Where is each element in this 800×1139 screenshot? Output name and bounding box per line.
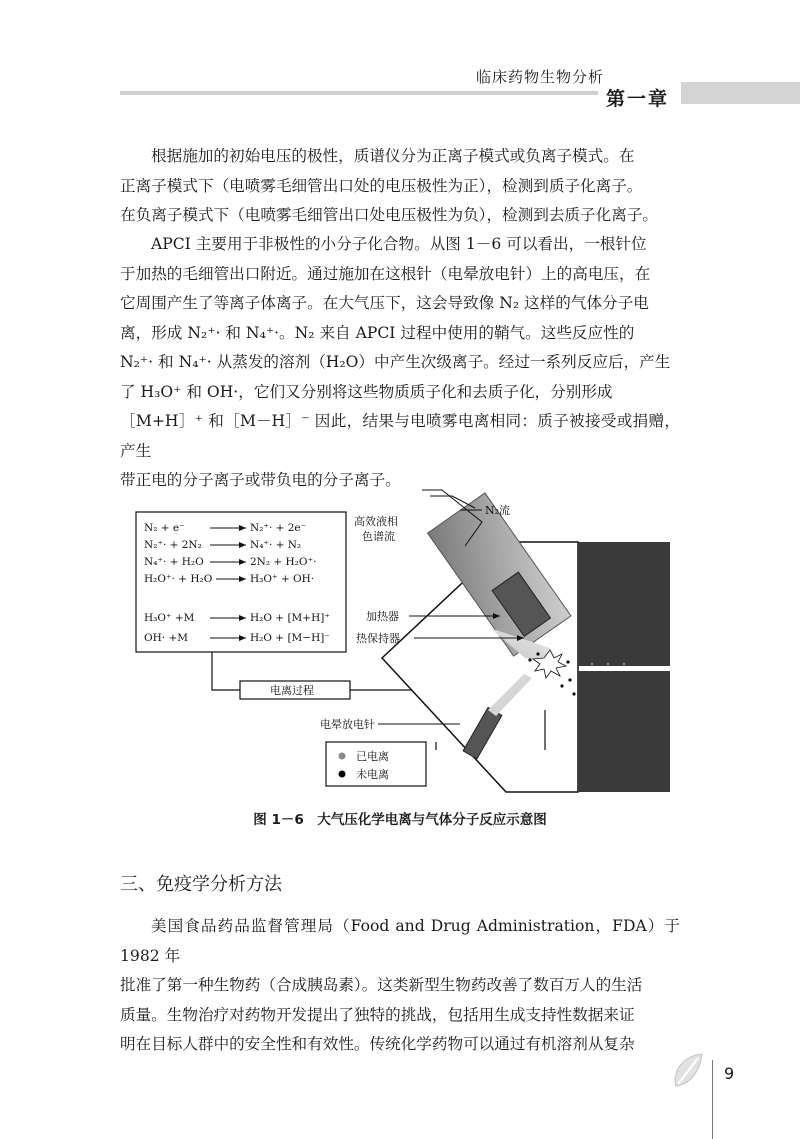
para-line: 质量。生物治疗对药物开发提出了独特的挑战，包括用生成支持性数据来证	[120, 1005, 635, 1024]
paragraph-polarity-modes	[120, 142, 680, 231]
para-line: 在负离子模式下（电喷雾毛细管出口处电压极性为负），检测到去质子化离子。	[120, 206, 658, 224]
counter-electrode-bottom	[578, 671, 670, 792]
n2-flow-label: N₂流	[485, 504, 511, 517]
para-line: 离，形成 N₂⁺· 和 N₄⁺·。N₂ 来自 APCI 过程中使用的鞘气。这些反应性的	[120, 323, 635, 342]
ionization-connector	[212, 652, 240, 690]
reaction-left: H₂O⁺· + H₂O	[144, 573, 213, 585]
para-line: 了 H₃O⁺ 和 OH·，它们又分别将这些物质质子化和去质子化，分别形成	[120, 382, 613, 401]
para-line: 于加热的毛细管出口附近。通过施加在这根针（电晕放电针）上的高电压，在	[120, 264, 651, 283]
para-line: 批准了第一种生物药（合成胰岛素）。这类新型生物药改善了数百万人的生活	[120, 976, 643, 994]
chapter-label: 第一章	[606, 88, 670, 110]
paragraph-apci	[120, 230, 680, 496]
para-line: APCI 主要用于非极性的小分子化合物。从图 1－6 可以看出，一根针位	[151, 235, 647, 253]
corona-needle-label: 电晕放电针	[320, 718, 375, 731]
reaction-left: OH· +M	[144, 632, 188, 644]
reaction-right: N₄⁺· + N₂	[250, 539, 302, 551]
hplc-flow-label-1: 高效液相	[354, 515, 398, 528]
legend-unionized-dot	[339, 771, 346, 778]
para-line: 明在目标人群中的安全性和有效性。传统化学药物可以通过有机溶剂从复杂	[120, 1035, 635, 1053]
legend-unionized-label: 未电离	[356, 768, 389, 781]
running-header-title: 临床药物生物分析	[476, 68, 605, 86]
reaction-left: H₃O⁺ +M	[144, 612, 195, 624]
reaction-left: N₂⁺· + 2N₂	[144, 539, 202, 551]
heater-label: 加热器	[366, 610, 399, 623]
section-title: 三、免疫学分析方法	[120, 874, 282, 895]
paragraph-immunoassay	[120, 912, 680, 1060]
apci-diagram	[130, 488, 670, 800]
heater-holder-label: 热保持器	[356, 632, 400, 645]
reaction-left: N₄⁺· + H₂O	[144, 556, 204, 568]
para-line: 带正电的分子离子或带负电的分子离子。	[120, 471, 401, 489]
reaction-right: 2N₂ + H₂O⁺·	[250, 556, 317, 568]
para-line: 美国食品药品监督管理局（Food and Drug Administration，FDA）于 1982 年	[120, 917, 680, 965]
reaction-right: H₃O⁺ + OH·	[250, 573, 315, 585]
footer-rule	[712, 1060, 713, 1139]
hplc-flow-label-2: 色谱流	[362, 530, 395, 543]
header-rule	[120, 91, 598, 95]
reaction-left: N₂ + e⁻	[144, 522, 185, 534]
header-tab-block	[681, 82, 800, 104]
legend-ionized-dot	[339, 753, 346, 760]
reaction-right: N₂⁺· + 2e⁻	[250, 522, 307, 534]
para-line: 根据施加的初始电压的极性，质谱仪分为正离子模式或负离子模式。在	[151, 147, 635, 165]
counter-electrode-top	[578, 542, 670, 666]
para-line: ［M+H］⁺ 和［M－H］⁻ 因此，结果与电喷雾电离相同：质子被接受或捐赠，产生	[120, 412, 680, 460]
ionization-process-label: 电离过程	[270, 684, 314, 697]
leaf-icon	[668, 1050, 708, 1090]
para-line: 正离子模式下（电喷雾毛细管出口处的电压极性为正），检测到质子化离子。	[120, 176, 643, 195]
reaction-right: H₂O + [M+H]⁺	[250, 612, 330, 624]
page-number: 9	[724, 1064, 735, 1083]
para-line: N₂⁺· 和 N₄⁺· 从蒸发的溶剂（H₂O）中产生次级离子。经过一系列反应后，产生	[120, 353, 671, 371]
legend-ionized-label: 已电离	[356, 750, 389, 763]
figure-caption: 图 1－6 大气压化学电离与气体分子反应示意图	[253, 812, 547, 828]
para-line: 它周围产生了等离子体离子。在大气压下，这会导致像 N₂ 这样的气体分子电	[120, 294, 649, 312]
reaction-right: H₂O + [M−H]⁻	[250, 632, 330, 644]
